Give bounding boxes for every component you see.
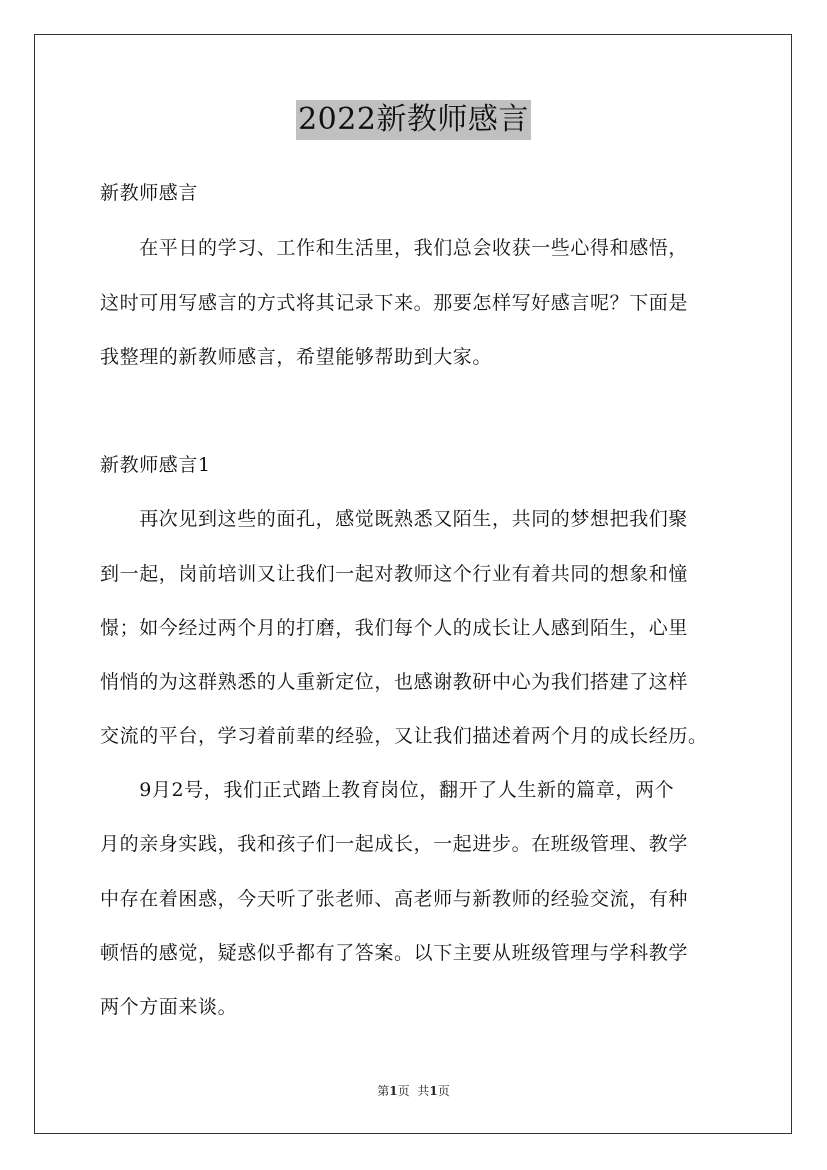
page-footer <box>0 1083 827 1099</box>
paragraph-line: 我整理的新教师感言，希望能够帮助到大家。 <box>100 346 493 368</box>
paragraph-line: 交流的平台，学习着前辈的经验，又让我们描述着两个月的成长经历。 <box>100 725 708 747</box>
paragraph-line: 悄悄的为这群熟悉的人重新定位，也感谢教研中心为我们搭建了这样 <box>100 671 689 693</box>
paragraph-line: 两个方面来谈。 <box>100 996 238 1018</box>
paragraph-line: 中存在着困惑，今天听了张老师、高老师与新教师的经验交流，有种 <box>100 888 689 910</box>
paragraph-line: 在平日的学习、工作和生活里，我们总会收获一些心得和感悟， <box>100 237 689 259</box>
footer-total-number: 1 <box>429 1084 438 1098</box>
footer-page-suffix: 页 <box>397 1084 410 1098</box>
paragraph-line: 再次见到这些的面孔，感觉既熟悉又陌生，共同的梦想把我们聚 <box>100 508 689 530</box>
paragraph-line: 9月2号，我们正式踏上教育岗位，翻开了人生新的篇章，两个 <box>100 779 675 801</box>
paragraph-line: 憬；如今经过两个月的打磨，我们每个人的成长让人感到陌生，心里 <box>100 617 689 639</box>
paragraph-line: 这时可用写感言的方式将其记录下来。那要怎样写好感言呢？下面是 <box>100 292 689 314</box>
title-container <box>0 100 827 140</box>
paragraph-line: 顿悟的感觉，疑惑似乎都有了答案。以下主要从班级管理与学科教学 <box>100 942 689 964</box>
footer-total-prefix: 共 <box>417 1084 430 1098</box>
paragraph-line: 到一起，岗前培训又让我们一起对教师这个行业有着共同的想象和憧 <box>100 563 689 585</box>
paragraph-line: 月的亲身实践，我和孩子们一起成长，一起进步。在班级管理、教学 <box>100 833 689 855</box>
footer-page-prefix: 第 <box>377 1084 390 1098</box>
footer-page-number: 1 <box>389 1084 398 1098</box>
section-heading: 新教师感言1 <box>100 454 211 476</box>
footer-total-suffix: 页 <box>437 1084 450 1098</box>
section-heading: 新教师感言 <box>100 182 199 204</box>
document-title: 2022新教师感言 <box>296 100 531 140</box>
